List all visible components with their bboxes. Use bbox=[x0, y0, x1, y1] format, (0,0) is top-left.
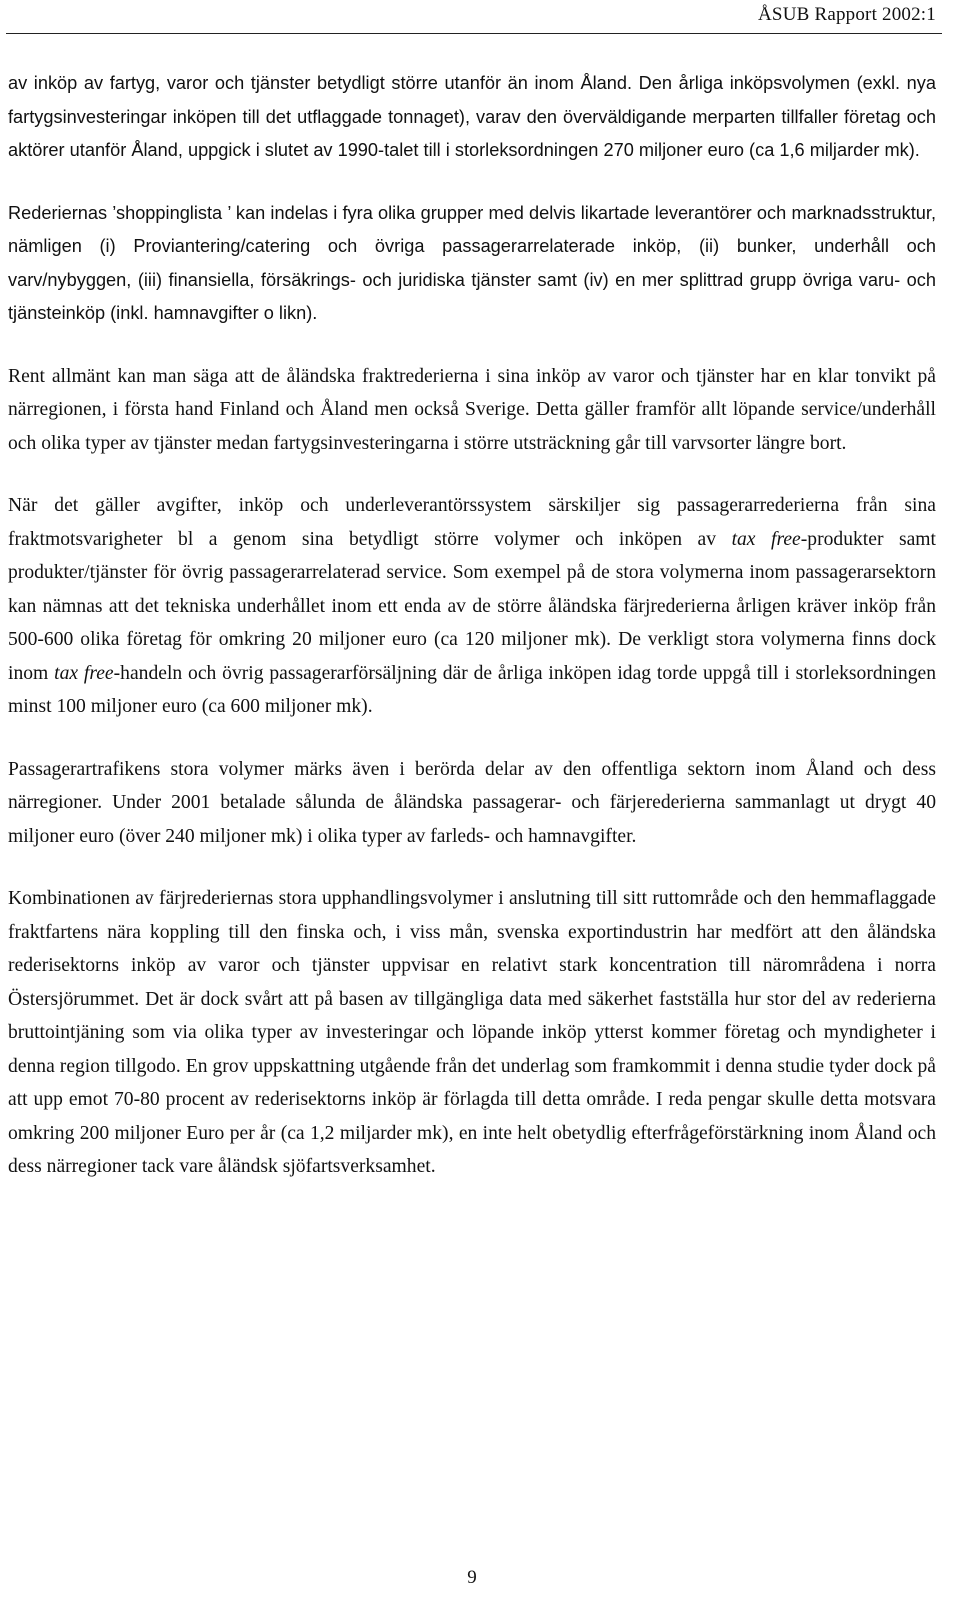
paragraph-1-text: av inköp av fartyg, varor och tjänster betydligt större utanför än inom Åland. Den årliga inköpsvolymen (exkl. nya fartygsinvesteringar inköpen till det utflaggade tonnaget), varav den överväldigande merparten tillfaller företag och aktörer utanför Åland, uppgick i slutet av 1990-talet till i storleksordningen 270 miljoner euro (ca 1,6 miljarder mk). bbox=[8, 73, 936, 160]
page-header bbox=[0, 0, 948, 32]
paragraph-5 bbox=[8, 753, 936, 854]
body-text bbox=[8, 67, 936, 1213]
paragraph-2-text: Rederiernas ’shoppinglista ’ kan indelas i fyra olika grupper med delvis likartade leverantörer och marknadsstruktur, nämligen (i) Proviantering/catering och övriga passagerarrelaterade inköp, (ii) bunker, underhåll och varv/nybyggen, (iii) finansiella, försäkrings- och juridiska tjänster samt (iv) en mer splittrad grupp övriga varu- och tjänsteinköp (inkl. hamnavgifter o likn). bbox=[8, 202, 936, 323]
paragraph-3-text: Rent allmänt kan man säga att de åländska fraktrederierna i sina inköp av varor och tjänster har en klar tonvikt på närregionen, i första hand Finland och Åland men också Sverige. Detta gäller framför allt löpande service/underhåll och olika typer av tjänster medan fartygsinvesteringarna i större utsträckning går till varvsorter längre bort. bbox=[8, 365, 936, 454]
paragraph-2 bbox=[8, 197, 936, 331]
paragraph-6-text: Kombinationen av färjrederiernas stora upphandlingsvolymer i anslutning till sitt ruttområde och den hemmaflaggade fraktfartens nära koppling till den finska och, i viss mån, svenska exportindustrin har medfört att den åländska rederisektorns inköp av varor och tjänster uppvisar en relativt stark koncentration till närområdena i norra Östersjörummet. Det är dock svårt att på basen av tillgängliga data med säkerhet fastställa hur stor del av rederierna bruttointjäning som via olika typer av investeringar och löpande inköp ytterst kommer företag och myndigheter i denna region tillgodo. En grov uppskattning utgående från det underlag som framkommit i denna studie tyder dock på att upp emot 70-80 procent av rederisektorns inköp är förlagda till detta område. I reda pengar skulle detta motsvara omkring 200 miljoner Euro per år (ca 1,2 miljarder mk), en inte helt obetydlig efterfrågeförstärkning inom Åland och dess närregioner tack vare åländsk sjöfartsverksamhet. bbox=[8, 888, 936, 1177]
paragraph-4-text-a: När det gäller avgifter, inköp och underleverantörssystem särskiljer sig passagerarrederierna från sina fraktmotsvarigheter bl a genom sina betydligt större volymer och inköpen av bbox=[8, 495, 936, 550]
paragraph-4-italic-1: tax free bbox=[731, 528, 801, 550]
paragraph-4-italic-2: tax free bbox=[54, 662, 114, 684]
page-number: 9 bbox=[467, 1567, 477, 1588]
paragraph-4-text-e: -handeln och övrig passagerarförsäljning där de årliga inköpen idag torde uppgå till i storleksordningen minst 100 miljoner euro (ca 600 miljoner mk). bbox=[8, 662, 936, 717]
header-divider bbox=[6, 33, 942, 34]
paragraph-1 bbox=[8, 67, 936, 168]
paragraph-5-text: Passagerartrafikens stora volymer märks även i berörda delar av den offentliga sektorn inom Åland och dess närregioner. Under 2001 betalade sålunda de åländska passagerar- och färjerederierna sammanlagt ut drygt 40 miljoner euro (över 240 miljoner mk) i olika typer av farleds- och hamnavgifter. bbox=[8, 758, 936, 847]
paragraph-6 bbox=[8, 882, 936, 1184]
paragraph-3 bbox=[8, 360, 936, 461]
paragraph-4-text-c: -produkter samt produkter/tjänster för övrig passagerarrelaterad service. Som exempel på de stora volymerna inom passagerarsektorn kan nämnas att det tekniska underhållet inom ett enda av de större åländska färjrederierna årligen kräver inköp från 500-600 olika företag för omkring 20 miljoner euro (ca 120 miljoner mk). De verkligt stora volymerna finns dock inom bbox=[8, 528, 936, 684]
report-title: ÅSUB Rapport 2002:1 bbox=[758, 4, 936, 25]
paragraph-4 bbox=[8, 489, 936, 724]
